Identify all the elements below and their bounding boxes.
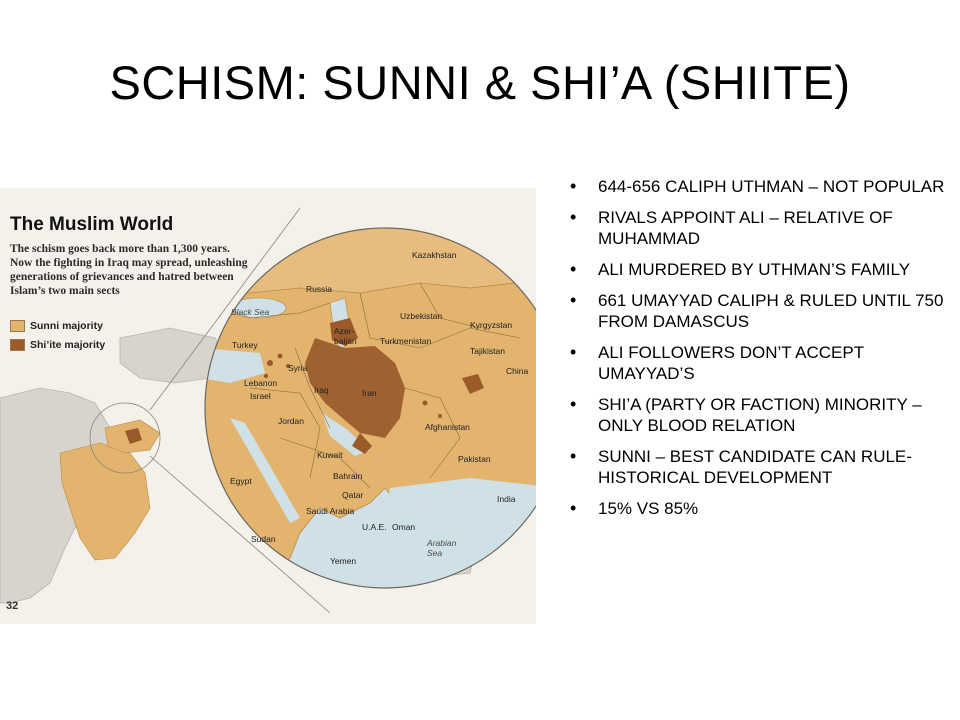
label-pakistan: Pakistan bbox=[458, 454, 491, 464]
figure-description: The schism goes back more than 1,300 years. Now the fighting in Iraq may spread, unleashing generations of grievances and hatred between Islam’s two main sects bbox=[10, 243, 248, 297]
label-kyrgyzstan: Kyrgyzstan bbox=[470, 320, 513, 330]
slide-title: SCHISM: SUNNI & SHI’A (SHIITE) bbox=[109, 56, 851, 109]
figure-title: The Muslim World bbox=[10, 214, 174, 235]
label-syria: Syria bbox=[288, 363, 308, 373]
label-iraq: Iraq bbox=[314, 385, 329, 395]
label-uzbekistan: Uzbekistan bbox=[400, 311, 443, 321]
legend-label: Sunni majority bbox=[30, 320, 103, 332]
label-russia: Russia bbox=[306, 284, 332, 294]
bullet-item: • SHI’A (PARTY OR FACTION) MINORITY – ONLY BLOOD RELATION bbox=[570, 394, 950, 436]
label-uae: U.A.E. bbox=[362, 522, 387, 532]
shiite-swatch-icon bbox=[10, 339, 25, 351]
label-iran: Iran bbox=[362, 388, 377, 398]
bullet-item: • RIVALS APPOINT ALI – RELATIVE OF MUHAMMAD bbox=[570, 207, 950, 249]
label-china: China bbox=[506, 366, 529, 376]
label-israel: Israel bbox=[250, 391, 271, 401]
label-arabian-sea: Arabian Sea bbox=[427, 538, 457, 558]
muslim-world-map-figure bbox=[0, 188, 536, 624]
bullet-item: • SUNNI – BEST CANDIDATE CAN RULE- HISTORICAL DEVELOPMENT bbox=[570, 446, 950, 488]
page-number: 32 bbox=[6, 600, 19, 612]
map-legend bbox=[10, 320, 105, 358]
bullet-item: • 15% VS 85% bbox=[570, 498, 950, 519]
label-bahrain: Bahrain bbox=[333, 471, 363, 481]
label-oman: Oman bbox=[392, 522, 416, 532]
label-tajikistan: Tajikistan bbox=[470, 346, 505, 356]
label-lebanon: Lebanon bbox=[244, 378, 278, 388]
label-kazakhstan: Kazakhstan bbox=[412, 250, 457, 260]
label-turkey: Turkey bbox=[232, 340, 258, 350]
label-turkmenistan: Turkmenistan bbox=[380, 336, 432, 346]
bullet-list bbox=[570, 176, 950, 529]
label-afghanistan: Afghanistan bbox=[425, 422, 470, 432]
label-india: India bbox=[497, 494, 516, 504]
bullet-item: • ALI MURDERED BY UTHMAN’S FAMILY bbox=[570, 259, 950, 280]
legend-item-shiite bbox=[10, 339, 105, 351]
label-sudan: Sudan bbox=[251, 534, 276, 544]
bullet-item: • 644-656 CALIPH UTHMAN – NOT POPULAR bbox=[570, 176, 950, 197]
bullet-item: • ALI FOLLOWERS DON’T ACCEPT UMAYYAD’S bbox=[570, 342, 950, 384]
label-black-sea: Black Sea bbox=[231, 307, 270, 317]
legend-label: Shi’ite majority bbox=[30, 339, 106, 351]
sunni-swatch-icon bbox=[10, 320, 25, 332]
label-saudi-arabia: Saudi Arabia bbox=[306, 506, 355, 516]
label-kuwait: Kuwait bbox=[317, 450, 343, 460]
bullet-item: • 661 UMAYYAD CALIPH & RULED UNTIL 750 FROM DAMASCUS bbox=[570, 290, 950, 332]
label-yemen: Yemen bbox=[330, 556, 357, 566]
legend-item-sunni bbox=[10, 320, 105, 332]
label-azerbaijan: Azer- baijan bbox=[334, 326, 357, 346]
label-jordan: Jordan bbox=[278, 416, 304, 426]
label-qatar: Qatar bbox=[342, 490, 364, 500]
label-egypt: Egypt bbox=[230, 476, 252, 486]
